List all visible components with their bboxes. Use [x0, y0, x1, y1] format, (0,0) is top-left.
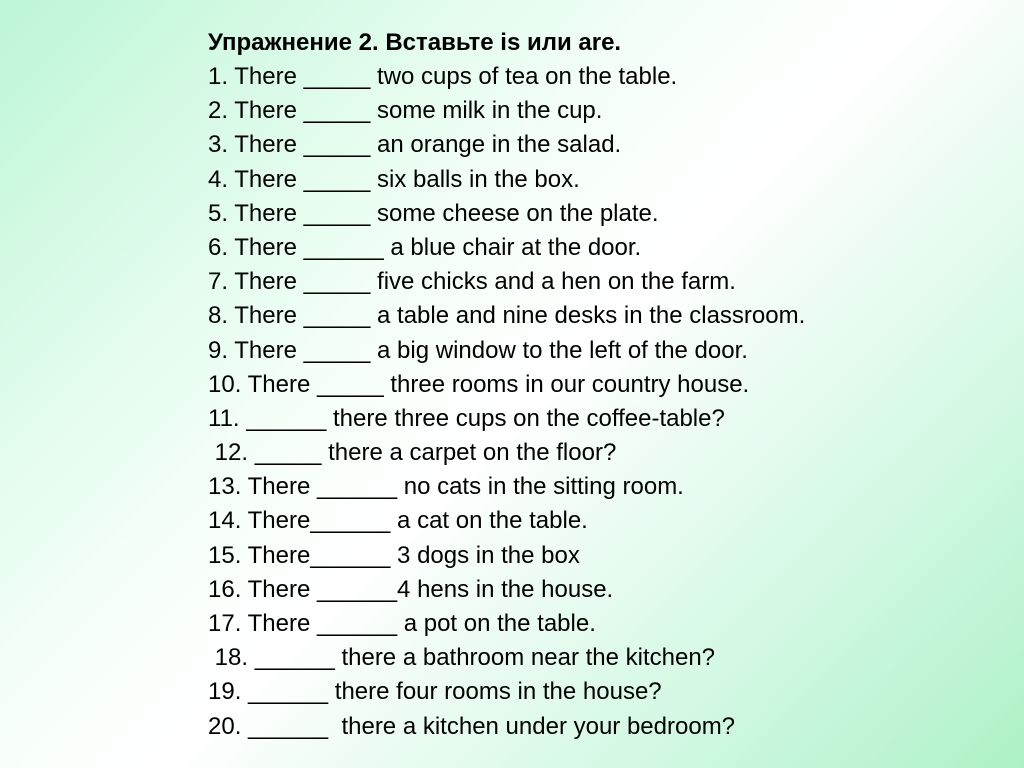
exercise-item-11: 11. ______ there three cups on the coffee-table?: [208, 404, 725, 432]
exercise-item-17: 17. There ______ a pot on the table.: [208, 610, 596, 637]
exercise-title: Упражнение 2. Вставьте is или are.: [208, 29, 622, 56]
exercise-item-5: 5. There _____ some cheese on the plate.: [208, 199, 659, 227]
exercise-item-2: 2. There _____ some milk in the cup.: [208, 97, 603, 125]
exercise-item-16: 16. There ______4 hens in the house.: [208, 575, 614, 603]
exercise-item-4: 4. There _____ six balls in the box.: [208, 165, 580, 193]
exercise-item-9: 9. There _____ a big window to the left of the door.: [208, 336, 748, 364]
exercise-item-10: 10. There _____ three rooms in our country house.: [208, 370, 750, 398]
exercise-item-3: 3. There _____ an orange in the salad.: [208, 131, 622, 159]
exercise-item-18: 18. ______ there a bathroom near the kitchen?: [208, 644, 716, 672]
exercise-item-19: 19. ______ there four rooms in the house?: [208, 678, 662, 706]
exercise-item-20: 20. ______ there a kitchen under your bedroom?: [208, 712, 736, 740]
exercise-item-6: 6. There ______ a blue chair at the door.: [208, 233, 642, 261]
exercise-item-12: 12. _____ there a carpet on the floor?: [208, 439, 617, 467]
exercise-list: [208, 60, 988, 744]
exercise-item-7: 7. There _____ five chicks and a hen on the farm.: [208, 268, 736, 296]
exercise-content: [208, 26, 988, 744]
exercise-item-8: 8. There _____ a table and nine desks in the classroom.: [208, 302, 806, 330]
exercise-item-14: 14. There______ a cat on the table.: [208, 507, 588, 535]
exercise-item-15: 15. There______ 3 dogs in the box: [208, 541, 580, 569]
exercise-item-1: 1. There _____ two cups of tea on the table.: [208, 63, 678, 90]
exercise-item-13: 13. There ______ no cats in the sitting room.: [208, 473, 684, 501]
